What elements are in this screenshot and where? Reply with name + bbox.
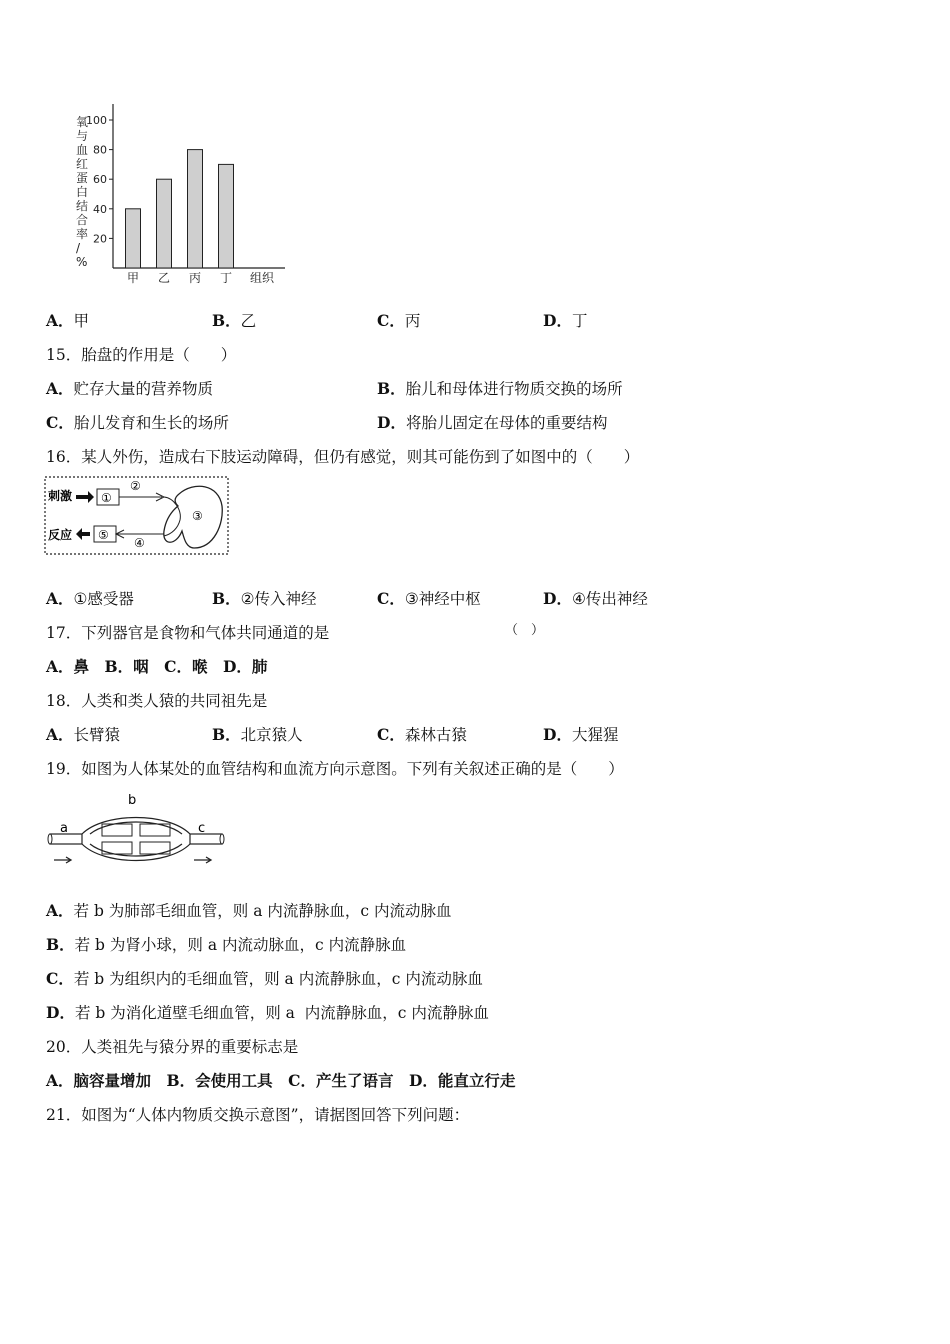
q17-stem: 17．下列器官是食物和气体共同通道的是 [46,624,330,642]
q14-option-b[interactable]: B．乙 [212,311,257,330]
x-axis-label: 组织 [250,271,275,285]
vessel-a-label: a [60,821,68,836]
stimulus-arrow-icon [76,491,94,503]
bar [188,150,203,268]
q18-option-d[interactable]: D．大猩猩 [543,725,619,744]
node-3-label: ③ [192,509,203,523]
node-1-label: ① [101,491,112,505]
q18-option-a[interactable]: A．长臂猿 [46,725,121,744]
response-label: 反应 [48,528,73,542]
vessel-c-label: c [198,821,206,836]
q19-option-c[interactable]: C．若 b 为组织内的毛细血管，则 a 内流静脉血，c 内流动脉血 [46,969,483,988]
q19-option-d[interactable]: D．若 b 为消化道壁毛细血管，则 a 内流静脉血，c 内流静脉血 [46,1003,489,1022]
q15-option-a[interactable]: A．贮存大量的营养物质 [46,379,214,398]
q16-option-d[interactable]: D．④传出神经 [543,589,648,608]
q19-option-b[interactable]: B．若 b 为肾小球，则 a 内流动脉血，c 内流静脉血 [46,935,407,954]
node-2-label: ② [130,479,141,493]
bar [219,164,234,268]
reflex-arc-diagram [44,476,230,556]
bar-chart [60,96,300,296]
q18-stem: 18．人类和类人猿的共同祖先是 [46,692,268,710]
q15-option-d[interactable]: D．将胎儿固定在母体的重要结构 [377,413,608,432]
q14-option-d[interactable]: D．丁 [543,311,588,330]
q15-stem: 15．胎盘的作用是（ ） [46,346,237,364]
vessel-b-label: b [128,793,137,808]
x-tick-label: 甲 [126,271,140,285]
q18-option-c[interactable]: C．森林古猿 [377,725,467,744]
interneuron-path [164,497,180,536]
q18-option-b[interactable]: B．北京猿人 [212,725,303,744]
q16-option-b[interactable]: B．②传入神经 [212,589,317,608]
y-axis-label-text: 氧与血红蛋白结合率/ % [76,115,89,269]
flow-arrow-in-icon [54,857,71,863]
q14-option-c[interactable]: C．丙 [377,311,421,330]
q14-option-a[interactable]: A．甲 [46,311,90,330]
x-tick-label: 乙 [157,271,171,285]
response-arrow-icon [76,528,90,540]
node-5-label: ⑤ [98,528,109,542]
q20-stem: 20．人类祖先与猿分界的重要标志是 [46,1038,299,1056]
capillary-network [82,818,190,861]
node-4-label: ④ [134,536,145,550]
q16-option-a[interactable]: A．①感受器 [46,589,134,608]
q15-option-b[interactable]: B．胎儿和母体进行物质交换的场所 [377,379,623,398]
y-axis-label [76,115,88,269]
x-tick-label: 丙 [188,271,202,285]
y-tick-label: 20 [93,232,107,246]
bar [126,209,141,268]
q20-options[interactable]: A．脑容量增加 B．会使用工具 C．产生了语言 D．能直立行走 [46,1071,516,1090]
y-tick-label: 100 [86,114,107,127]
q19-stem: 19．如图为人体某处的血管结构和血流方向示意图。下列有关叙述正确的是（ ） [46,760,624,778]
vessel-c [190,834,222,844]
bar [157,179,172,268]
q17-answer-paren: （ ） [505,623,545,638]
q16-stem: 16．某人外伤，造成右下肢运动障碍，但仍有感觉，则其可能伤到了如图中的（ ） [46,448,640,466]
y-tick-label: 60 [93,173,107,187]
x-tick-label: 丁 [219,271,233,285]
stimulus-label: 刺激 [48,489,73,503]
y-tick-label: 40 [93,202,107,216]
q19-option-a[interactable]: A．若 b 为肺部毛细血管，则 a 内流静脉血，c 内流动脉血 [46,901,452,920]
q15-option-c[interactable]: C．胎儿发育和生长的场所 [46,413,229,432]
q17-options[interactable]: A．鼻 B．咽 C．喉 D．肺 [46,657,268,676]
q21-stem: 21．如图为“人体内物质交换示意图”，请据图回答下列问题： [46,1106,470,1124]
flow-arrow-out-icon [194,857,211,863]
q16-option-c[interactable]: C．③神经中枢 [377,589,481,608]
y-tick-label: 80 [93,143,107,157]
blood-vessel-diagram [44,790,230,870]
